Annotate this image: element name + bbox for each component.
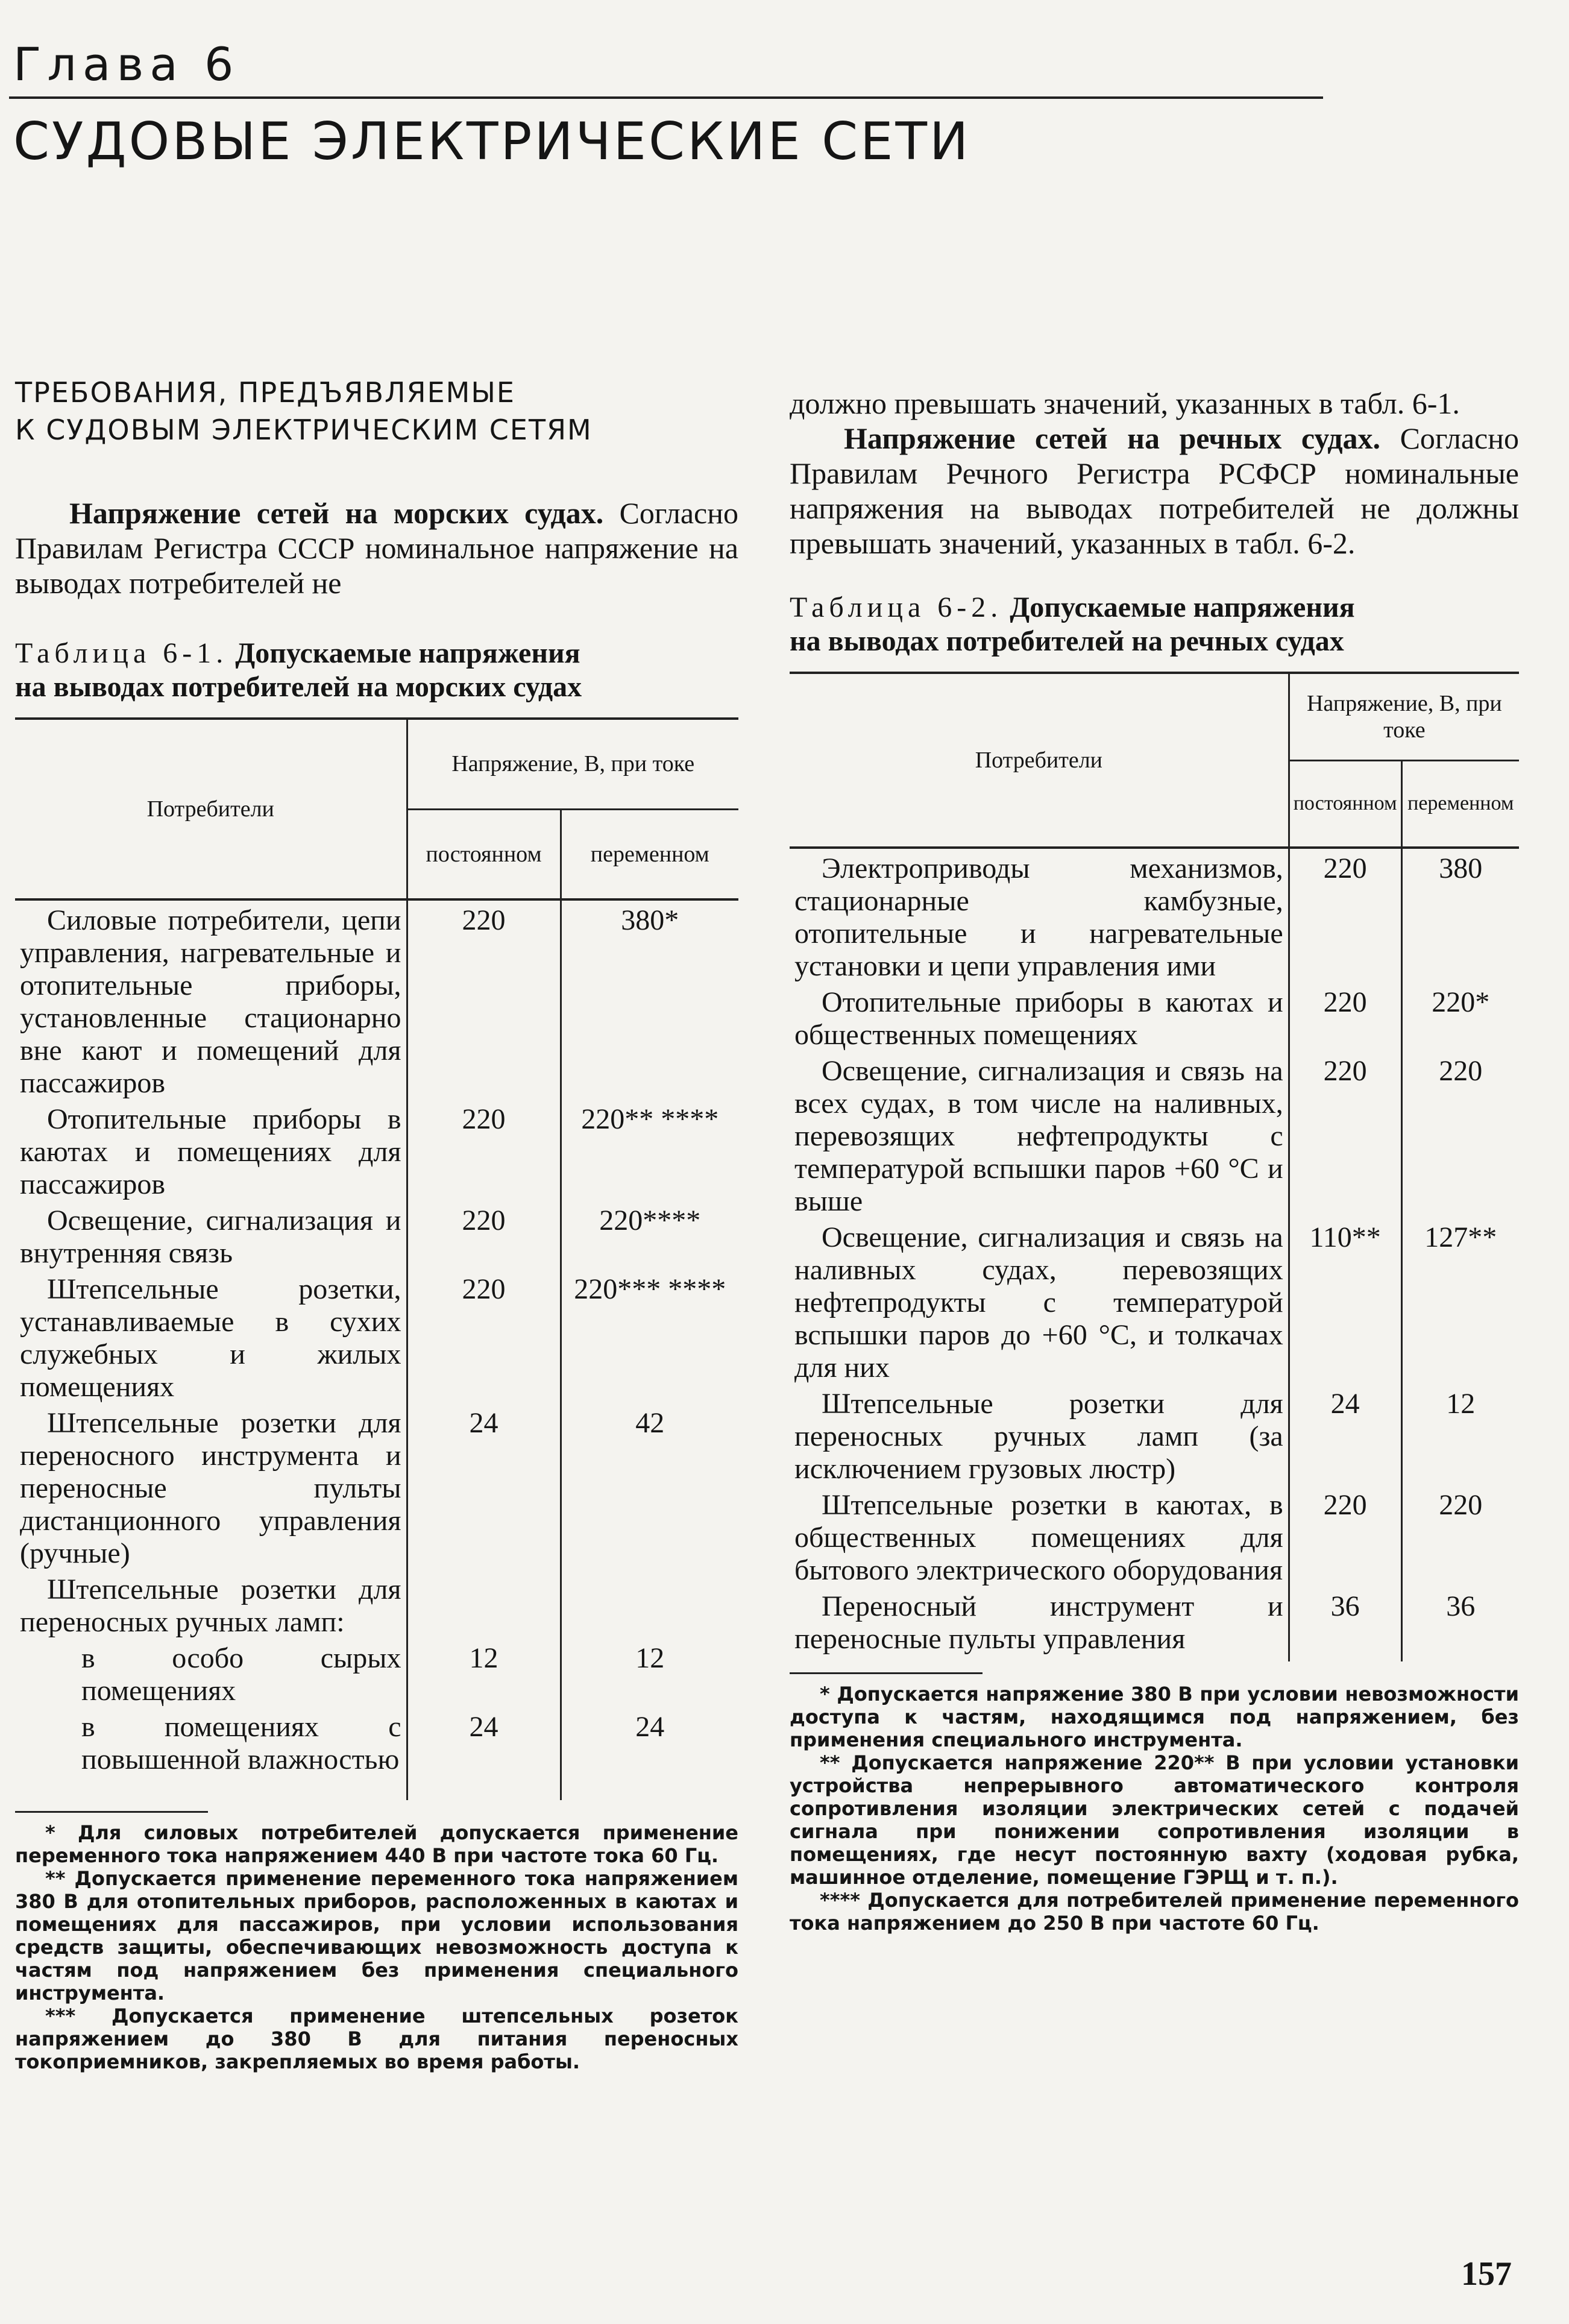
footnote-rule-right xyxy=(790,1672,983,1674)
table2-dc: 110** xyxy=(1289,1218,1401,1384)
footnotes-right xyxy=(790,1683,1519,1935)
footnote: *** Допускается применение штепсельных розеток напряжением до 380 В для питания переносных токоприемников, закрепляемых во время работы. xyxy=(15,2004,738,2073)
table1-dc: 220 xyxy=(407,899,561,1100)
river-text: Согласно Правилам Речного Регистра РСФСР номинальные напряжения на выводах потребителей не должны превышать значений, указанных в табл. 6-2. xyxy=(790,421,1519,560)
table1-consumer: Штепсельные розетки для переносного инструмента и переносные пульты дистанционного управления (ручные) xyxy=(20,1407,401,1569)
page-number: 157 xyxy=(1461,2255,1512,2293)
left-column xyxy=(15,374,738,2073)
table2-consumer: Освещение, сигнализация и связь на наливных судах, перевозящих нефтепродукты с температурой вспышки паров до +60 °С, и толкачах для них xyxy=(794,1221,1283,1384)
table1-consumer: в особо сырых помещениях xyxy=(81,1642,401,1707)
table-row xyxy=(15,1201,738,1270)
table1-dc: 220 xyxy=(407,1201,561,1270)
table2-header-dc: постоянном xyxy=(1289,760,1401,848)
table-row xyxy=(15,1639,738,1707)
table1-consumer: Штепсельные розетки для переносных ручных ламп: xyxy=(20,1573,401,1638)
table2-consumer: Штепсельные розетки для переносных ручных ламп (за исключением грузовых люстр) xyxy=(794,1388,1283,1485)
table2-ac: 12 xyxy=(1401,1384,1519,1485)
sea-paragraph xyxy=(15,496,738,600)
table1-consumer: Отопительные приборы в каютах и помещениях для пассажиров xyxy=(20,1103,401,1200)
footnote: **** Допускается для потребителей применение переменного тока напряжением до 250 В при частоте 60 Гц. xyxy=(790,1889,1519,1935)
table1-consumer: Освещение, сигнализация и внутренняя связь xyxy=(20,1205,401,1269)
table1-consumer: Штепсельные розетки, устанавливаемые в сухих служебных и жилых помещениях xyxy=(20,1273,401,1403)
table1-dc: 24 xyxy=(407,1707,561,1800)
table1-dc xyxy=(407,1570,561,1639)
table2-consumer: Отопительные приборы в каютах и общественных помещениях xyxy=(794,986,1283,1051)
table-row xyxy=(15,1270,738,1403)
chapter-rule xyxy=(9,96,1323,99)
footnote: * Для силовых потребителей допускается применение переменного тока напряжением 440 В при частоте тока 60 Гц. xyxy=(15,1821,738,1867)
chapter-title: СУДОВЫЕ ЭЛЕКТРИЧЕСКИЕ СЕТИ xyxy=(13,112,971,172)
table1-header-ac: переменном xyxy=(561,809,738,899)
table-row xyxy=(15,1403,738,1570)
table1-ac: 220*** **** xyxy=(561,1270,738,1403)
table2-dc: 220 xyxy=(1289,1051,1401,1218)
table2-caption xyxy=(790,591,1519,658)
table2-dc: 220 xyxy=(1289,1485,1401,1587)
table2-ac: 220* xyxy=(1401,983,1519,1051)
table-row xyxy=(790,848,1519,983)
table2-ac: 220 xyxy=(1401,1485,1519,1587)
table2-dc: 24 xyxy=(1289,1384,1401,1485)
table1-header-consumers: Потребители xyxy=(15,719,407,899)
table-row xyxy=(790,1587,1519,1661)
table2-consumer: Переносный инструмент и переносные пульты управления xyxy=(794,1590,1283,1655)
table1-body xyxy=(15,899,738,1800)
table2-caption-line2: на выводах потребителей на речных судах xyxy=(790,625,1344,657)
right-column xyxy=(790,386,1519,1935)
table2-header-ac: переменном xyxy=(1401,760,1519,848)
table2-ac: 220 xyxy=(1401,1051,1519,1218)
table-row xyxy=(790,1051,1519,1218)
sea-continuation: должно превышать значений, указанных в табл. 6-1. xyxy=(790,386,1460,420)
table1-consumer: в помещениях с повышенной влажностью xyxy=(81,1711,401,1775)
table1-header-voltage: Напряжение, В, при токе xyxy=(407,719,738,809)
table-row xyxy=(15,899,738,1100)
table-row xyxy=(790,1218,1519,1384)
table-row xyxy=(15,1100,738,1201)
table2-dc: 36 xyxy=(1289,1587,1401,1661)
table2-caption-prefix: Таблица 6-2. xyxy=(790,591,1003,623)
footnote: ** Допускается применение переменного тока напряжением 380 В для отопительных приборов, расположенных в каютах и помещениях для пассажиров, при условии использования средств защиты, обеспечивающих невозможность доступа к частям под напряжением без применения специального инструмента. xyxy=(15,1867,738,2004)
section-heading xyxy=(15,374,738,449)
table1-dc: 12 xyxy=(407,1639,561,1707)
footnotes-left xyxy=(15,1821,738,2073)
table1-caption-prefix: Таблица 6-1. xyxy=(15,637,228,669)
sea-run-in: Напряжение сетей на морских судах. xyxy=(69,496,604,530)
table1-caption-line1: Допускаемые напряжения xyxy=(235,637,580,669)
chapter-label: Глава 6 xyxy=(13,37,240,91)
table2-ac: 36 xyxy=(1401,1587,1519,1661)
table1-caption-line2: на выводах потребителей на морских судах xyxy=(15,671,582,703)
table2-header-consumers: Потребители xyxy=(790,673,1289,848)
table2-header-voltage: Напряжение, В, при токе xyxy=(1289,673,1519,760)
footnote-rule-left xyxy=(15,1811,208,1813)
table1-caption xyxy=(15,637,738,704)
river-run-in: Напряжение сетей на речных судах. xyxy=(844,421,1381,455)
river-paragraph xyxy=(790,421,1519,561)
table1-ac: 220** **** xyxy=(561,1100,738,1201)
table1-dc: 220 xyxy=(407,1270,561,1403)
table2-body xyxy=(790,848,1519,1661)
sea-text: Согласно Правилам Регистра СССР номинальное напряжение на выводах потребителей не xyxy=(15,496,738,600)
footnote: ** Допускается напряжение 220** В при условии установки устройства непрерывного автоматического контроля сопротивления изоляции электрических сетей с подачей сигнала при понижении сопротивления изоляции в помещениях, где несут постоянную вахту (ходовая рубка, машинное отделение, помещение ГЭРЩ и т. п.). xyxy=(790,1751,1519,1889)
table2 xyxy=(790,672,1519,1661)
table2-ac: 127** xyxy=(1401,1218,1519,1384)
section-heading-line1: ТРЕБОВАНИЯ, ПРЕДЪЯВЛЯЕМЫЕ xyxy=(15,376,516,409)
table1-ac: 12 xyxy=(561,1639,738,1707)
table1-ac: 220**** xyxy=(561,1201,738,1270)
table-row xyxy=(15,1707,738,1800)
table-row xyxy=(790,1485,1519,1587)
table2-ac: 380 xyxy=(1401,848,1519,983)
table1-consumer: Силовые потребители, цепи управления, нагревательные и отопительные приборы, установленные стационарно вне кают и помещений для пассажиров xyxy=(20,904,401,1099)
footnote: * Допускается напряжение 380 В при условии невозможности доступа к частям, находящимся под напряжением, без применения специального инструмента. xyxy=(790,1683,1519,1751)
table-row xyxy=(790,983,1519,1051)
table-row xyxy=(790,1384,1519,1485)
table2-caption-line1: Допускаемые напряжения xyxy=(1010,591,1355,623)
section-heading-line2: К СУДОВЫМ ЭЛЕКТРИЧЕСКИМ СЕТЯМ xyxy=(15,414,593,446)
table1-dc: 220 xyxy=(407,1100,561,1201)
table1-ac: 380* xyxy=(561,899,738,1100)
table1 xyxy=(15,717,738,1800)
table2-dc: 220 xyxy=(1289,983,1401,1051)
table1-ac: 24 xyxy=(561,1707,738,1800)
table1-ac xyxy=(561,1570,738,1639)
table1-ac: 42 xyxy=(561,1403,738,1570)
table2-consumer: Освещение, сигнализация и связь на всех судах, в том числе на наливных, перевозящих нефтепродукты с температурой вспышки паров +60 °С и выше xyxy=(794,1055,1283,1217)
table2-dc: 220 xyxy=(1289,848,1401,983)
table-row xyxy=(15,1570,738,1639)
table2-consumer: Штепсельные розетки в каютах, в общественных помещениях для бытового электрического оборудования xyxy=(794,1489,1283,1586)
table1-dc: 24 xyxy=(407,1403,561,1570)
table1-header-dc: постоянном xyxy=(407,809,561,899)
table2-consumer: Электроприводы механизмов, стационарные камбузные, отопительные и нагревательные установки и цепи управления ими xyxy=(794,852,1283,982)
